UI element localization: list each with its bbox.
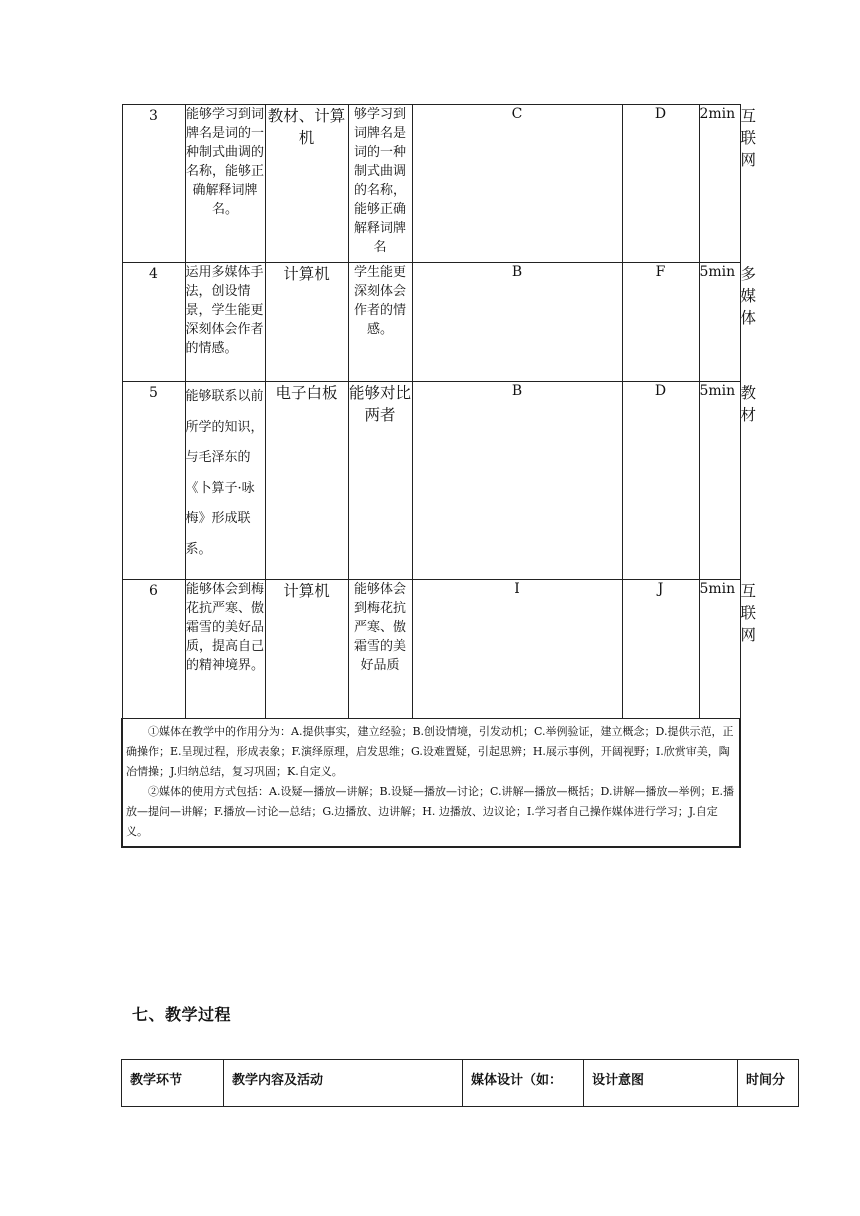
duration: 5min bbox=[699, 382, 740, 580]
column-header: 教学环节 bbox=[122, 1060, 224, 1107]
media-content: 够学习到词牌名是词的一种制式曲调的名称，能够正确解释词牌名 bbox=[348, 105, 412, 263]
media-role-note: ①媒体在教学中的作用分为：A.提供事实，建立经验；B.创设情境，引发动机；C.举例验证，建立概念；D.提供示范，正确操作；E.呈现过程，形成表象；F.演绎原理，启发思维；G.设难置疑，引起思辨；H.展示事例，开阔视野；I.欣赏审美，陶冶情操；J.归纳总结，复习巩固；K.自定义。 bbox=[126, 725, 734, 778]
notes-row bbox=[122, 719, 740, 848]
media-type: 电子白板 bbox=[265, 382, 348, 580]
media-content: 学生能更深刻体会作者的情感。 bbox=[348, 263, 412, 382]
learning-objective: 能够联系以前所学的知识，与毛泽东的《卜算子·咏梅》形成联系。 bbox=[185, 382, 265, 580]
usage-method: D bbox=[622, 105, 699, 263]
row-number: 4 bbox=[122, 263, 185, 382]
row-number: 3 bbox=[122, 105, 185, 263]
media-design-table bbox=[121, 104, 757, 848]
table-row: 3 能够学习到词牌名是词的一种制式曲调的名称，能够正确解释词牌名。 教材、计算机 够学习到词牌名是词的一种制式曲调的名称，能够正确解释词牌名 C D 2min 互联网 bbox=[122, 105, 740, 263]
media-type: 计算机 bbox=[265, 263, 348, 382]
row-number: 6 bbox=[122, 580, 185, 719]
duration: 5min bbox=[699, 263, 740, 382]
table-row: 5 能够联系以前所学的知识，与毛泽东的《卜算子·咏梅》形成联系。 电子白板 能够对比两者 B D 5min 教材 bbox=[122, 382, 740, 580]
media-role: B bbox=[412, 263, 622, 382]
usage-method: J bbox=[622, 580, 699, 719]
usage-method: D bbox=[622, 382, 699, 580]
notes-cell bbox=[122, 719, 740, 848]
table-row: 6 能够体会到梅花抗严寒、傲霜雪的美好品质，提高自己的精神境界。 计算机 能够体会到梅花抗严寒、傲霜雪的美好品质 I J 5min 互联网 bbox=[122, 580, 740, 719]
media-content: 能够对比两者 bbox=[348, 382, 412, 580]
duration: 5min bbox=[699, 580, 740, 719]
teaching-process-table bbox=[121, 1059, 799, 1107]
table-row: 4 运用多媒体手法，创设情景，学生能更深刻体会作者的情感。 计算机 学生能更深刻体会作者的情感。 B F 5min 多媒体 bbox=[122, 263, 740, 382]
learning-objective: 能够体会到梅花抗严寒、傲霜雪的美好品质，提高自己的精神境界。 bbox=[185, 580, 265, 719]
media-type: 计算机 bbox=[265, 580, 348, 719]
column-header: 设计意图 bbox=[584, 1060, 738, 1107]
media-usage-note: ②媒体的使用方式包括：A.设疑—播放—讲解；B.设疑—播放—讨论；C.讲解—播放—概括；D.讲解—播放—举例；E.播放—提问—讲解；F.播放—讨论—总结；G.边播放、边讲解；H. 边播放、边议论；I.学习者自己操作媒体进行学习；J.自定义。 bbox=[126, 785, 734, 838]
media-content: 能够体会到梅花抗严寒、傲霜雪的美好品质 bbox=[348, 580, 412, 719]
section-heading: 七、教学过程 bbox=[132, 1005, 232, 1024]
header-row bbox=[122, 1060, 799, 1107]
column-header: 时间分 bbox=[738, 1060, 799, 1107]
usage-method: F bbox=[622, 263, 699, 382]
duration: 2min bbox=[699, 105, 740, 263]
column-header: 教学内容及活动 bbox=[224, 1060, 463, 1107]
media-role: B bbox=[412, 382, 622, 580]
learning-objective: 运用多媒体手法，创设情景，学生能更深刻体会作者的情感。 bbox=[185, 263, 265, 382]
learning-objective: 能够学习到词牌名是词的一种制式曲调的名称，能够正确解释词牌名。 bbox=[185, 105, 265, 263]
media-role: I bbox=[412, 580, 622, 719]
row-number: 5 bbox=[122, 382, 185, 580]
media-role: C bbox=[412, 105, 622, 263]
column-header: 媒体设计（如： bbox=[463, 1060, 584, 1107]
media-type: 教材、计算机 bbox=[265, 105, 348, 263]
